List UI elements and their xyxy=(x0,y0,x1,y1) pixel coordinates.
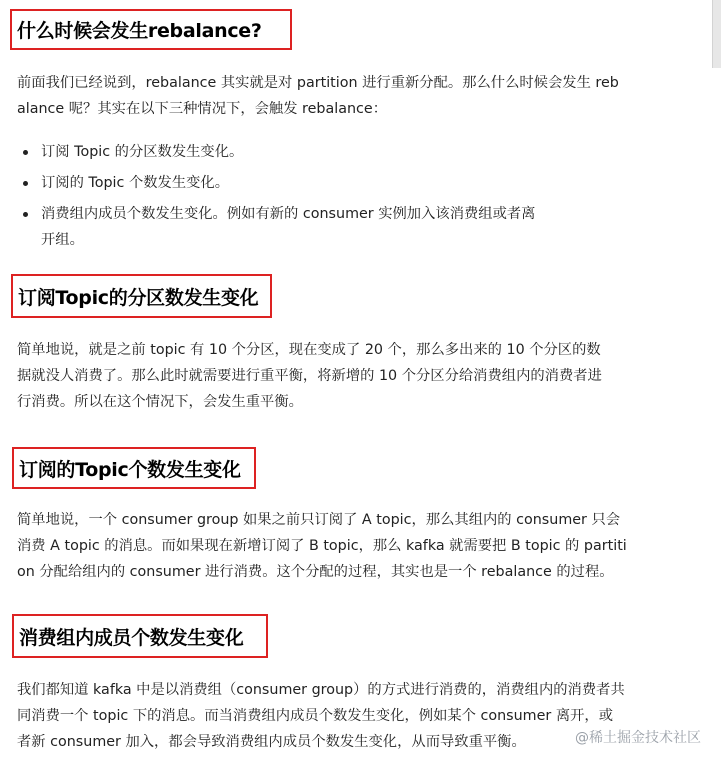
paragraph-line: on 分配给组内的 consumer 进行消费。这个分配的过程，其实也是一个 rebalance 的过程。 xyxy=(17,564,614,580)
list-item xyxy=(17,201,637,253)
section-heading-member-count-change xyxy=(12,614,268,658)
list-item xyxy=(17,139,637,165)
section-heading-partition-change xyxy=(11,274,272,318)
paragraph-line: 者新 consumer 加入，都会导致消费组内成员个数发生变化，从而导致重平衡。 xyxy=(17,734,526,750)
bullet-dot-icon xyxy=(23,150,28,155)
intro-paragraph xyxy=(17,70,697,122)
paragraph-line: 简单地说，就是之前 topic 有 10 个分区，现在变成了 20 个，那么多出来的 10 个分区的数 xyxy=(17,342,601,358)
list-item-text: 订阅 Topic 的分区数发生变化。 xyxy=(41,144,244,160)
heading-text: 什么时候会发生rebalance? xyxy=(17,20,262,42)
partition-change-paragraph xyxy=(17,337,697,415)
section-heading-rebalance-when xyxy=(10,9,292,50)
heading-text: 消费组内成员个数发生变化 xyxy=(19,626,244,649)
bullet-dot-icon xyxy=(23,181,28,186)
paragraph-line: alance 呢？其实在以下三种情况下，会触发 rebalance： xyxy=(17,101,387,117)
trigger-list xyxy=(17,139,637,253)
paragraph-line: 行消费。所以在这个情况下，会发生重平衡。 xyxy=(17,394,303,410)
bullet-dot-icon xyxy=(23,212,28,217)
list-item-text: 消费组内成员个数发生变化。例如有新的 consumer 实例加入该消费组或者离 xyxy=(41,206,536,222)
paragraph-line: 前面我们已经说到，rebalance 其实就是对 partition 进行重新分配。那么什么时候会发生 reb xyxy=(17,75,619,91)
heading-text: 订阅Topic的分区数发生变化 xyxy=(18,286,259,309)
paragraph-line: 我们都知道 kafka 中是以消费组（consumer group）的方式进行消费的，消费组内的消费者共 xyxy=(17,682,625,698)
paragraph-line: 消费 A topic 的消息。而如果现在新增订阅了 B topic，那么 kafka 就需要把 B topic 的 partiti xyxy=(17,538,627,554)
list-item xyxy=(17,170,637,196)
scrollbar-edge xyxy=(712,0,721,68)
watermark-text: @稀土掘金技术社区 xyxy=(575,730,701,746)
section-heading-topic-count-change xyxy=(12,447,256,489)
list-item-text: 开组。 xyxy=(41,232,84,248)
heading-text: 订阅的Topic个数发生变化 xyxy=(19,458,241,481)
list-item-text: 订阅的 Topic 个数发生变化。 xyxy=(41,175,230,191)
paragraph-line: 据就没人消费了。那么此时就需要进行重平衡，将新增的 10 个分区分给消费组内的消费者进 xyxy=(17,368,602,384)
watermark xyxy=(575,727,701,747)
paragraph-line: 简单地说，一个 consumer group 如果之前只订阅了 A topic，那么其组内的 consumer 只会 xyxy=(17,512,621,528)
paragraph-line: 同消费一个 topic 下的消息。而当消费组内成员个数发生变化，例如某个 consumer 离开，或 xyxy=(17,708,614,724)
topic-count-change-paragraph xyxy=(17,507,697,585)
